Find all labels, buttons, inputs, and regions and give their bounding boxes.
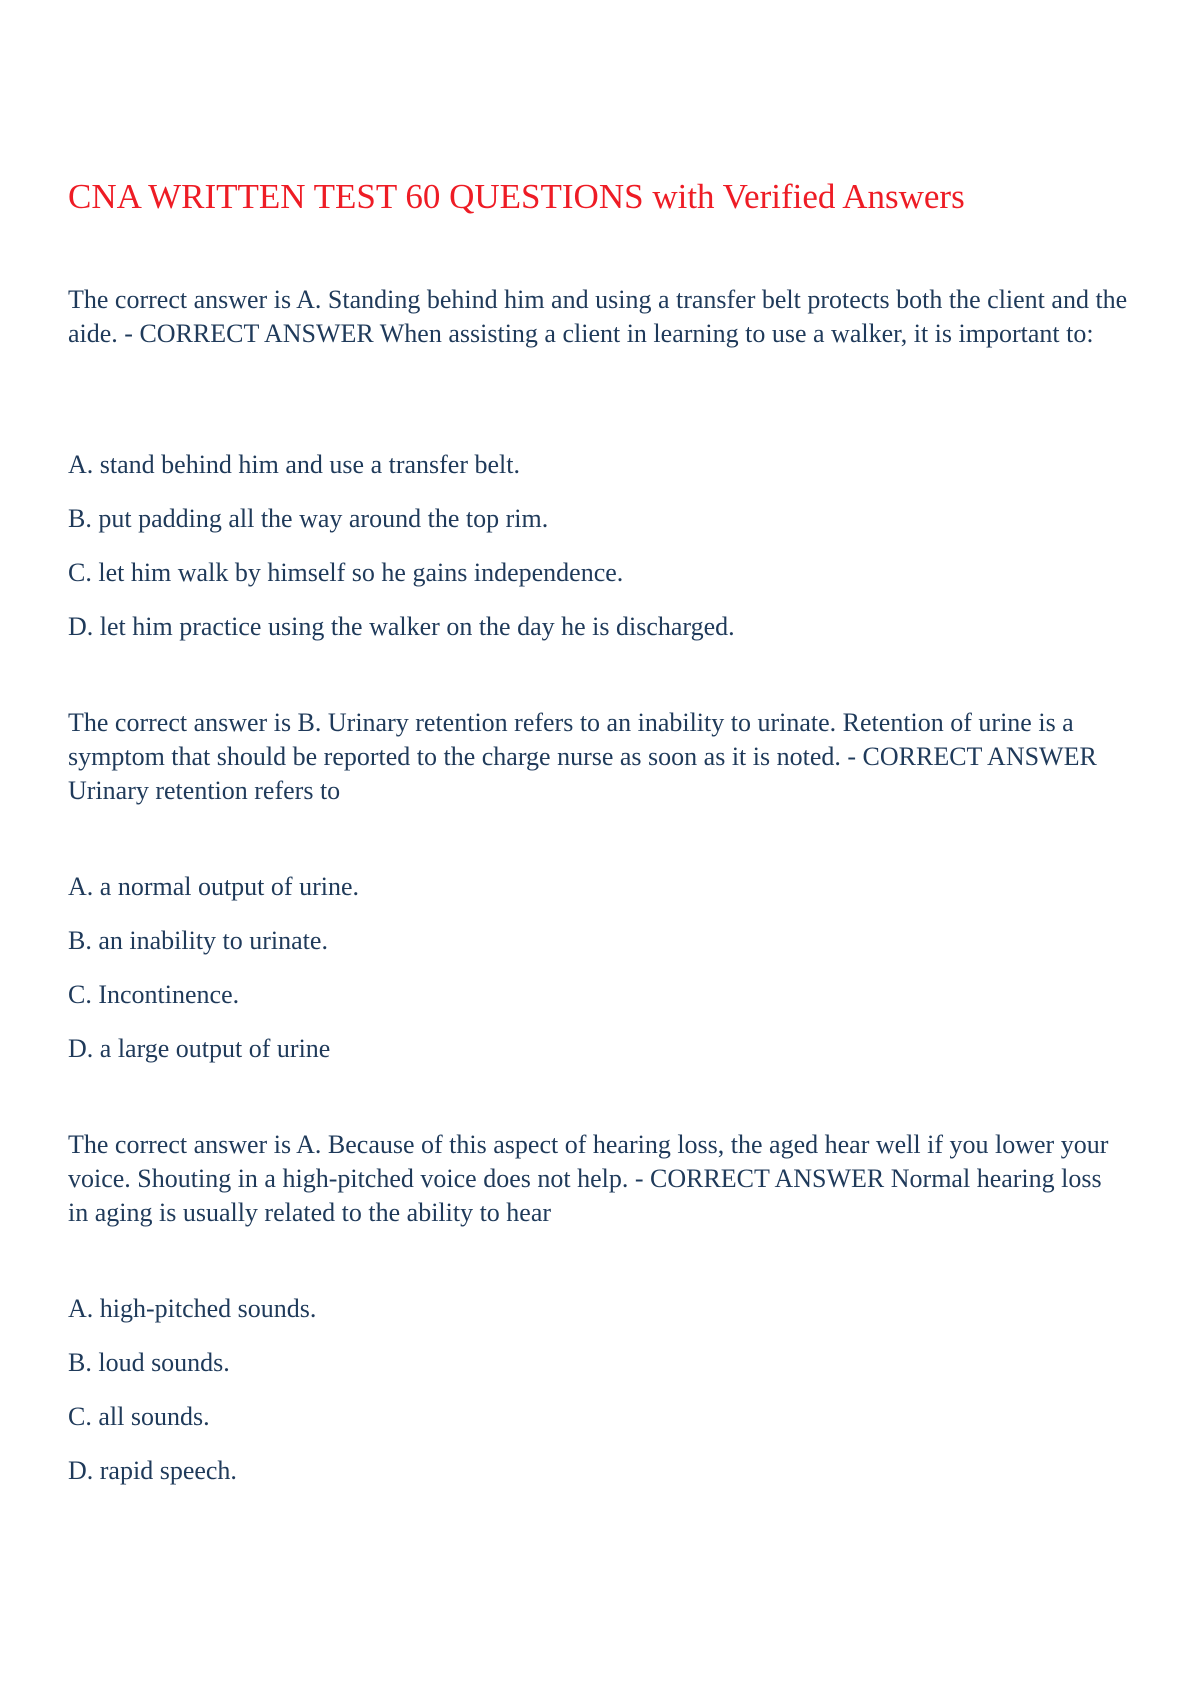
question-3-option-b: B. loud sounds. [68, 1348, 230, 1377]
question-3-option-a: A. high-pitched sounds. [68, 1294, 317, 1323]
question-3-options [68, 1292, 1128, 1508]
question-1-option-d: D. let him practice using the walker on the day he is discharged. [68, 612, 735, 641]
question-3-option-d: D. rapid speech. [68, 1456, 237, 1485]
document-title: CNA WRITTEN TEST 60 QUESTIONS with Verified Answers [68, 177, 965, 216]
question-2-option-a: A. a normal output of urine. [68, 872, 359, 901]
question-2-option-d: D. a large output of urine [68, 1034, 331, 1063]
question-1-option-a: A. stand behind him and use a transfer belt. [68, 450, 520, 479]
question-2-option-c: C. Incontinence. [68, 980, 240, 1009]
question-3-text: The correct answer is A. Because of this aspect of hearing loss, the aged hear well if you lower your voice. Shouting in a high-pitched voice does not help. - CORRECT ANSWER Normal hearing loss in aging is usually related to the ability to hear [68, 1130, 1109, 1227]
question-3-option-c: C. all sounds. [68, 1402, 210, 1431]
question-1-option-b: B. put padding all the way around the top rim. [68, 504, 549, 533]
question-2-options [68, 870, 1128, 1086]
question-2-text: The correct answer is B. Urinary retention refers to an inability to urinate. Retention of urine is a symptom that should be reported to the charge nurse as soon as it is noted. - CORRECT ANSWER Urinary retention refers to [68, 708, 1097, 805]
question-2-option-b: B. an inability to urinate. [68, 926, 328, 955]
question-1-options [68, 448, 1128, 664]
question-1-text: The correct answer is A. Standing behind him and using a transfer belt protects both the client and the aide. - CORRECT ANSWER When assisting a client in learning to use a walker, it is important to: [68, 285, 1128, 348]
question-1-option-c: C. let him walk by himself so he gains independence. [68, 558, 624, 587]
